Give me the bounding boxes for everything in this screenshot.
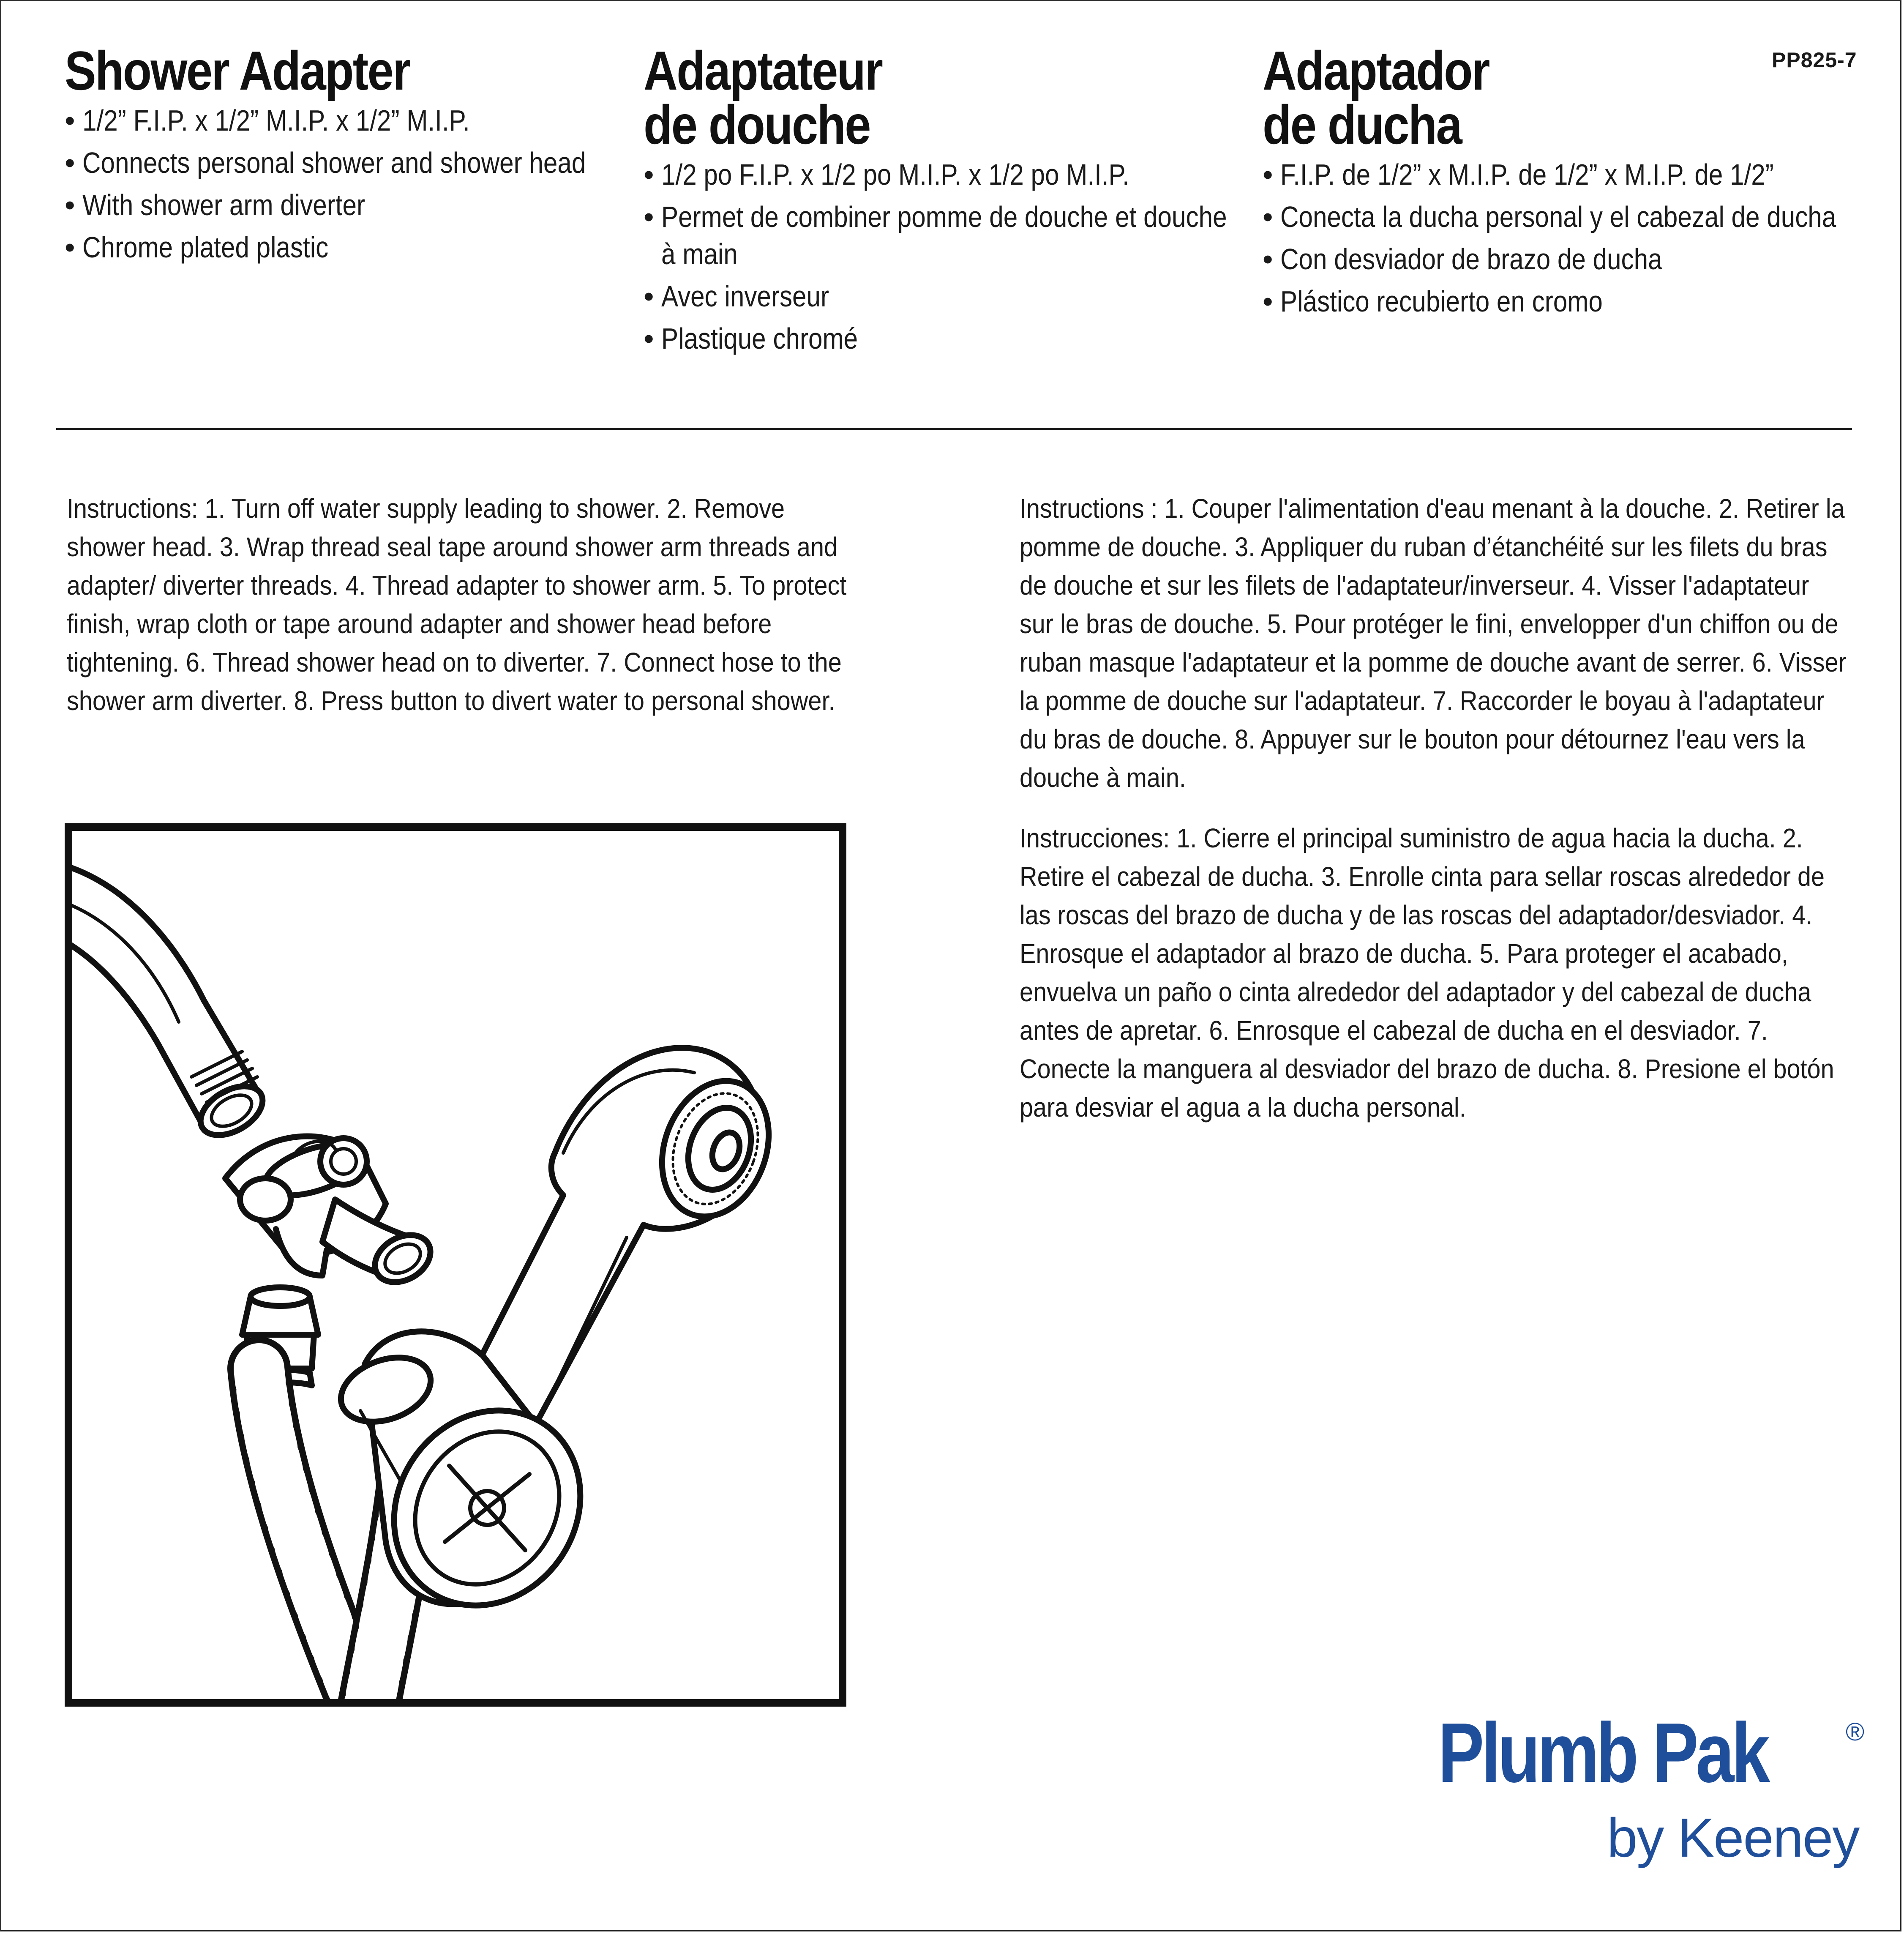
french-feature-text: 1/2 po F.I.P. x 1/2 po M.I.P. x 1/2 po M.I.P.: [661, 158, 1129, 191]
spanish-feature-text: Conecta la ducha personal y el cabezal de ducha: [1280, 200, 1836, 233]
french-features: [644, 156, 1235, 357]
english-instructions: [67, 489, 870, 720]
spanish-feature: [1263, 156, 1896, 193]
spanish-title-line-1: Adaptador: [1263, 40, 1489, 101]
spanish-instructions-text: Instrucciones: 1. Cierre el principal suministro de agua hacia la ducha. 2. Retire el cabezal de ducha. 3. Enrolle cinta para sellar roscas alrededor de las roscas del brazo de ducha y de las roscas del adaptador/desviador. 4. Enrosque el adaptador al brazo de ducha. 5. Para proteger el acabado, envuelva un paño o cinta alrededor del adaptador y del cabezal de ducha antes de apretar. 6. Enrosque el cabezal de ducha en el desviador. 7. Conecte la manguera al desviador del brazo de ducha. 8. Presione el botón para desviar el agua a la ducha personal.: [1020, 823, 1834, 1123]
english-feature-text: 1/2” F.I.P. x 1/2” M.I.P. x 1/2” M.I.P.: [82, 104, 470, 137]
french-feature-text: Permet de combiner pomme de douche et douche à main: [661, 200, 1227, 270]
english-feature: [65, 102, 614, 139]
spanish-feature-text: F.I.P. de 1/2” x M.I.P. de 1/2” x M.I.P. de 1/2”: [1280, 158, 1774, 191]
english-feature: [65, 186, 614, 224]
section-divider: [56, 428, 1852, 430]
spanish-title-line-2: de ducha: [1263, 94, 1462, 156]
registered-mark: ®: [1846, 1718, 1865, 1746]
spanish-feature-text: Plástico recubierto en cromo: [1280, 285, 1603, 318]
english-features: [65, 102, 614, 266]
french-feature: [644, 156, 1235, 193]
spanish-feature: [1263, 198, 1896, 235]
english-feature: [65, 229, 614, 266]
english-feature-text: Chrome plated plastic: [82, 231, 329, 264]
english-feature-text: With shower arm diverter: [82, 188, 366, 221]
product-illustration: [65, 823, 846, 1707]
spanish-feature-text: Con desviador de brazo de ducha: [1280, 243, 1662, 276]
english-title: [65, 40, 537, 101]
english-instructions-text: Instructions: 1. Turn off water supply leading to shower. 2. Remove shower head. 3. Wrap thread seal tape around shower arm threads and adapter/ diverter threads. 4. Thread adapter to shower arm. 5. To protect finish, wrap cloth or tape around adapter and shower head before tightening. 6. Thread shower head on to diverter. 7. Connect hose to the shower arm diverter. 8. Press button to divert water to personal shower.: [67, 493, 847, 716]
shower-adapter-drawing: [65, 823, 846, 1707]
french-feature: [644, 198, 1235, 273]
brand-name: Plumb Pak: [1438, 1706, 1768, 1800]
english-feature-text: Connects personal shower and shower head: [82, 146, 586, 179]
spanish-features: [1263, 156, 1896, 320]
french-feature-text: Avec inverseur: [661, 280, 829, 313]
spanish-feature: [1263, 240, 1896, 278]
french-column: [644, 40, 1235, 362]
french-title: [644, 40, 1152, 156]
plumbpak-logo: [1438, 1705, 1865, 1882]
french-title-line-1: Adaptateur: [644, 40, 882, 101]
spanish-title: [1263, 40, 1808, 156]
french-instructions-text: Instructions : 1. Couper l'alimentation d'eau menant à la douche. 2. Retirer la pomme de douche. 3. Appliquer du ruban d’étanchéité sur les filets du bras de douche et sur les filets de l'adaptateur/inverseur. 4. Visser l'adaptateur sur le bras de douche. 5. Pour protéger le fini, envelopper d'un chiffon ou de ruban masque l'adaptateur et la pomme de douche avant de serrer. 6. Visser la pomme de douche sur l'adaptateur. 7. Raccorder le boyau à l'adaptateur du bras de douche. 8. Appuyer sur le bouton pour détournez l'eau vers la douche à main.: [1020, 493, 1847, 793]
brand-byline: by Keeney: [1607, 1807, 1859, 1868]
french-feature: [644, 278, 1235, 315]
french-title-line-2: de douche: [644, 94, 870, 156]
spanish-column: [1263, 40, 1896, 325]
english-column: [65, 40, 614, 271]
product-code: PP825-7: [1772, 48, 1857, 72]
french-feature-text: Plastique chromé: [661, 322, 858, 355]
french-instructions: [1020, 489, 1848, 797]
spanish-feature: [1263, 283, 1896, 320]
french-feature: [644, 320, 1235, 357]
english-title-line: Shower Adapter: [65, 40, 410, 101]
english-feature: [65, 144, 614, 181]
spanish-instructions: [1020, 819, 1848, 1127]
